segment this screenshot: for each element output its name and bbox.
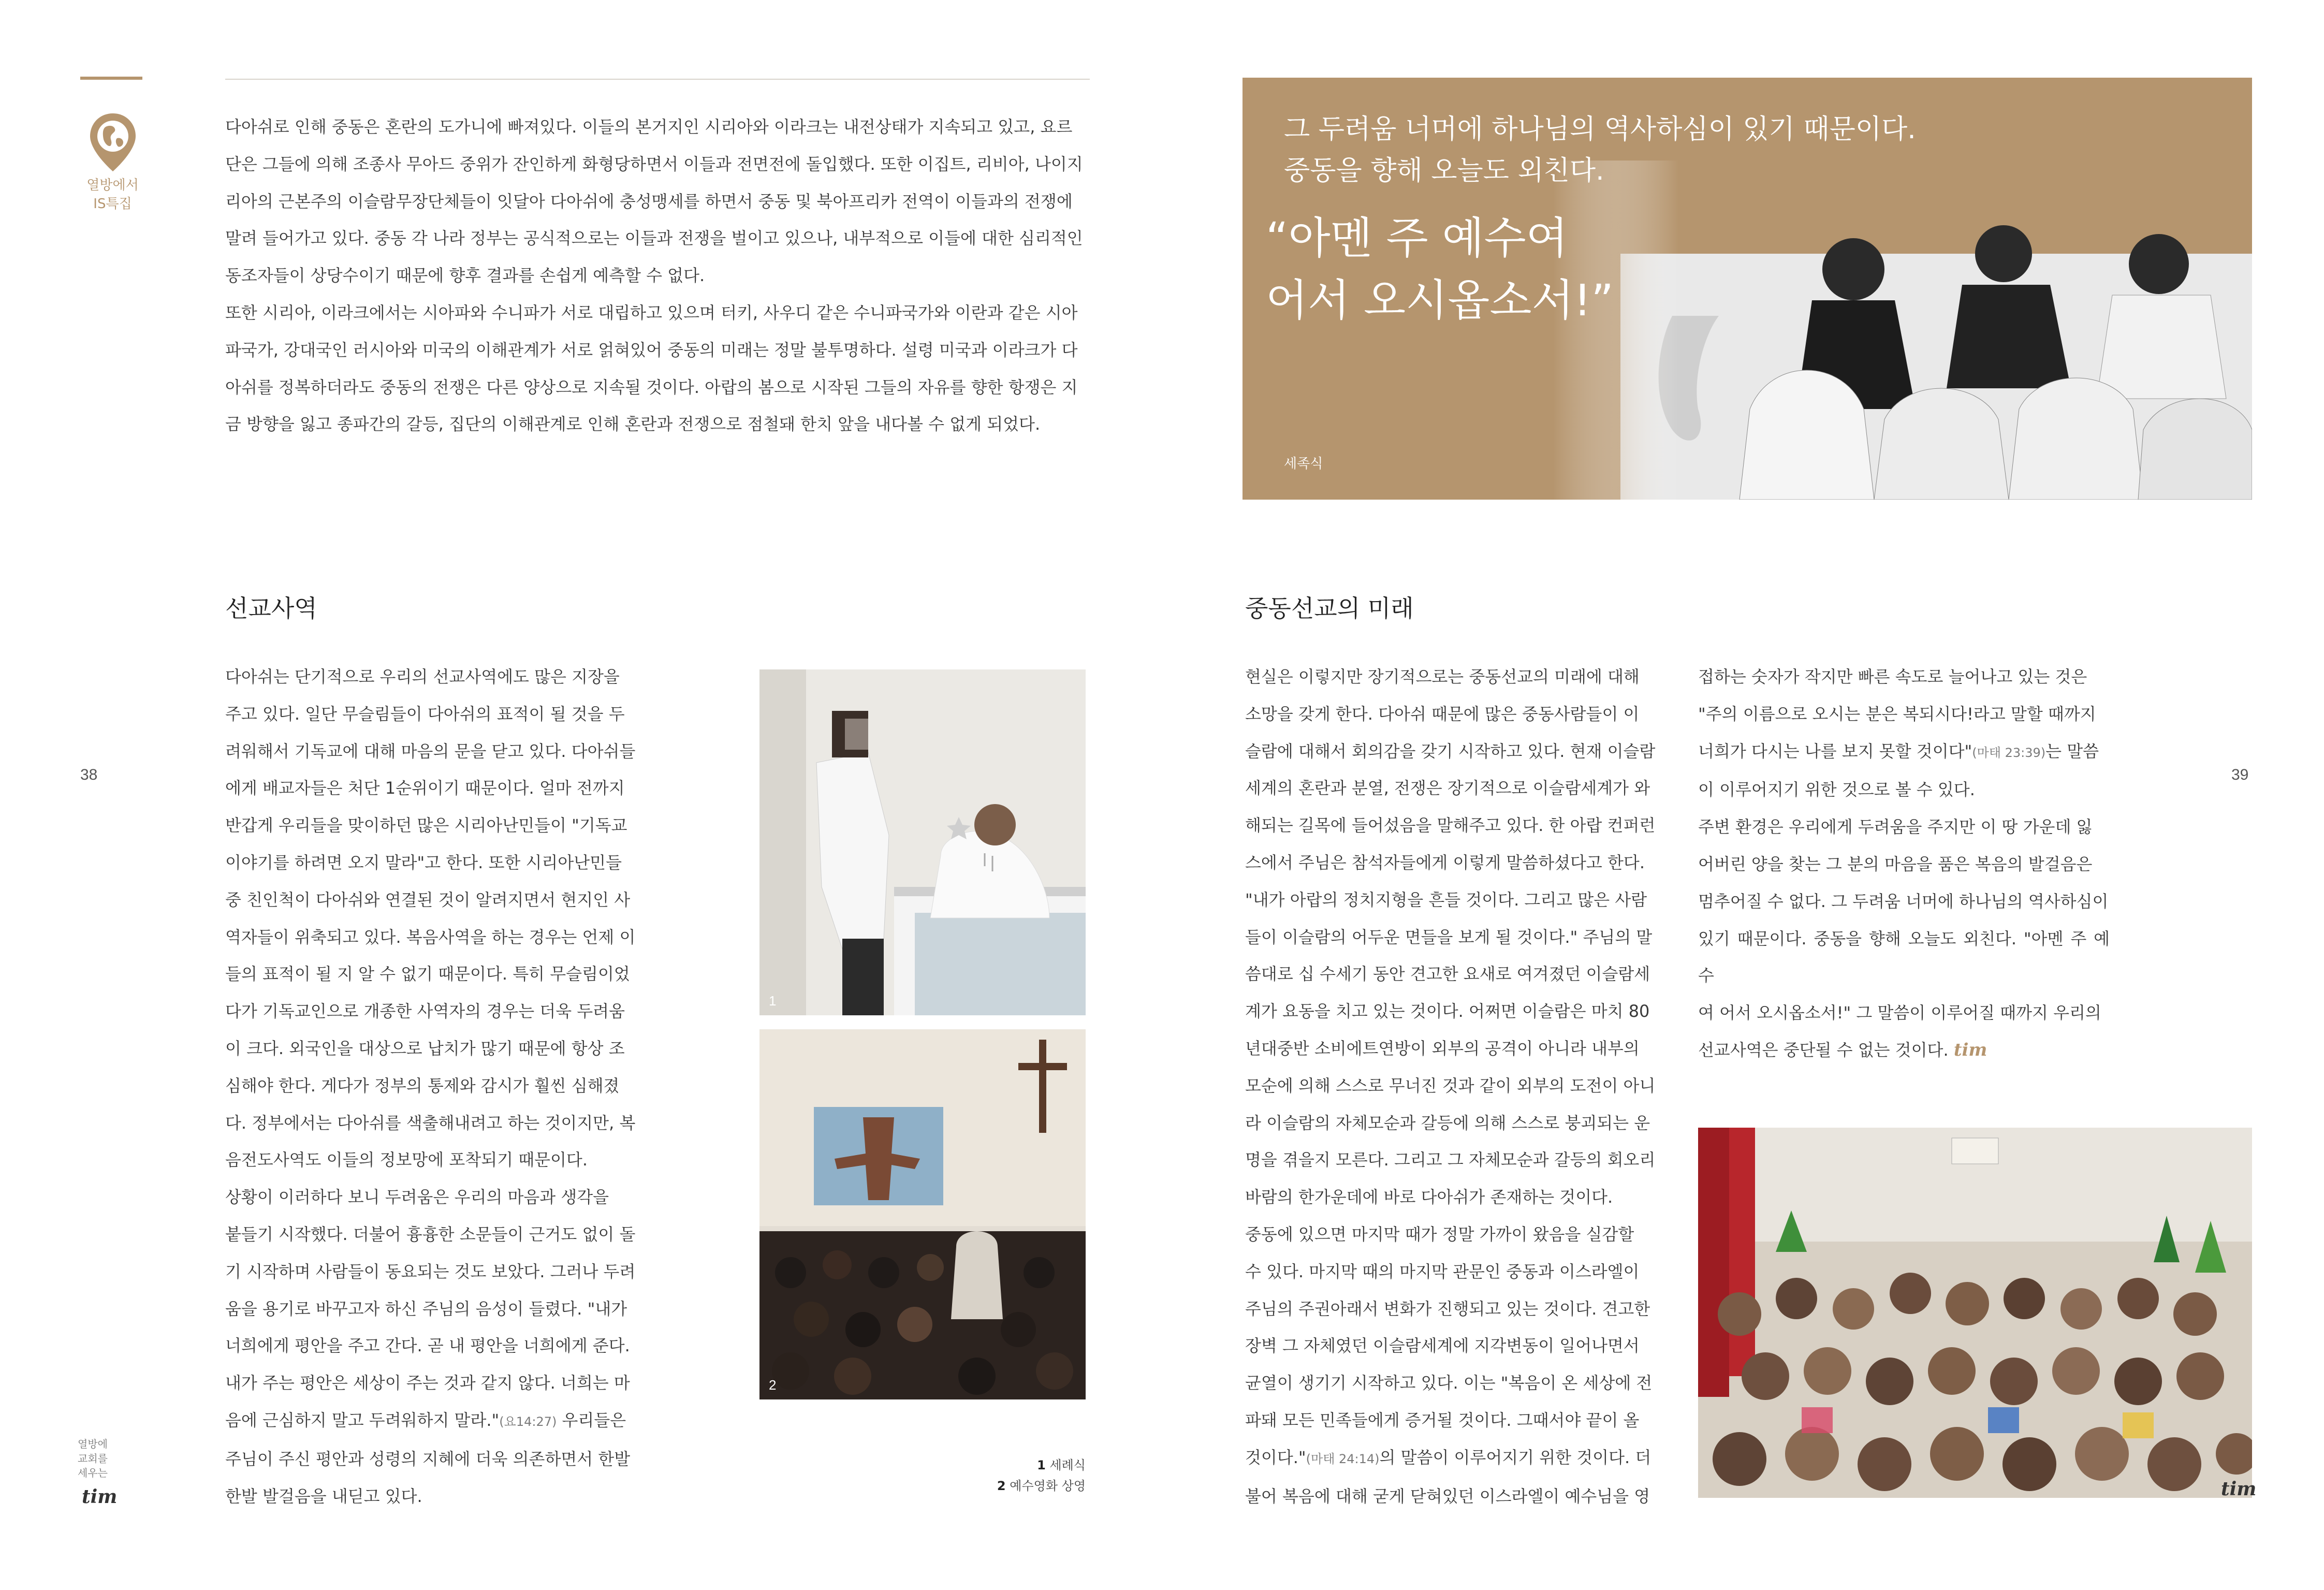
caption-2-number: 2 (997, 1479, 1006, 1493)
col4-text-b: 는 말씀 이 이루어지기 위한 것으로 볼 수 있다. 주변 환경은 우리에게 두려움을 주지만 이 땅 가운데 잃 어버린 양을 찾는 그 분의 마음을 품은 복음의 발걸음은 멈추어질 수 없다. 그 두려움 너머에 하나님의 역사하심이 있기 때문이다. 중동을 향해 오늘도 외친다. "아멘 주 예수 여 어서 오시옵소서!" 그 말씀이 이루어질 때까지 우리의 선교사역은 중단될 수 없는 것이다. (1698, 741, 2110, 1060)
top-divider (225, 79, 1090, 80)
banner-caption: 세족식 (1284, 456, 1323, 472)
col4-text-a: 접하는 숫자가 작지만 빠른 속도로 늘어나고 있는 것은 "주의 이름으로 오시는 분은 복되시다!라고 말할 때까지 너희가 다시는 나를 보지 못할 것이다" (1698, 667, 2096, 761)
intro-paragraph: 다아쉬로 인해 중동은 혼란의 도가니에 빠져있다. 이들의 본거지인 시리아와 이라크는 내전상태가 지속되고 있고, 요르 단은 그들에 의해 조종사 무아드 중위가 잔인하게 화형당하면서 이들과 전면전에 돌입했다. 또한 이집트, 리비아, 나이지 리아의 근본주의 이슬람무장단체들이 잇달아 다아쉬에 충성맹세를 하면서 중동 및 북아프리카 전역이 이들과의 전쟁에 말려 들어가고 있다. 중동 각 나라 정부는 공식적으로는 이들과 전쟁을 벌이고 있으나, 내부적으로 이들에 대한 심리적인 동조자들이 상당수이기 때문에 향후 결과를 손쉽게 예측할 수 없다. 또한 시리아, 이라크에서는 시아파와 수니파가 서로 대립하고 있으며 터키, 사우디 같은 수니파국가와 이란과 같은 시아 파국가, 강대국인 러시아와 미국의 이해관계가 서로 얽혀있어 중동의 미래는 정말 불투명하다. 설령 미국과 이라크가 다 아쉬를 정복하더라도 중동의 전쟁은 다른 양상으로 지속될 것이다. 아랍의 봄으로 시작된 그들의 자유를 향한 항쟁은 지 금 방향을 잃고 종파간의 갈등, 집단의 이해관계로 인해 혼란과 전쟁으로 점철돼 한치 앞을 내다볼 수 없게 되었다. (225, 117, 1083, 434)
caption-2 (932, 1476, 1086, 1496)
col1-text-a: 다아쉬는 단기적으로 우리의 선교사역에도 많은 지장을 주고 있다. 일단 무슬림들이 다아쉬의 표적이 될 것을 두 려워해서 기독교에 대해 마음의 문을 닫고 있다. 다아쉬들 에게 배교자들은 처단 1순위이기 때문이다. 얼마 전까지 반갑게 우리들을 맞이하던 많은 시리아난민들이 "기독교 이야기를 하려면 오지 말라"고 한다. 또한 시리아난민들 중 친인척이 다아쉬와 연결된 것이 알려지면서 현지인 사 역자들이 위축되고 있다. 복음사역을 하는 경우는 언제 이 들의 표적이 될 지 알 수 없기 때문이다. 특히 무슬림이었 다가 기독교인으로 개종한 사역자의 경우는 더욱 두려움 이 크다. 외국인을 대상으로 납치가 많기 때문에 항상 조 심해야 한다. 게다가 정부의 통제와 감시가 훨씬 심해졌 다. 정부에서는 다아쉬를 색출해내려고 하는 것이지만, 복 음전도사역도 이들의 정보망에 포착되기 때문이다. 상황이 이러하다 보니 두려움은 우리의 마음과 생각을 붙들기 시작했다. 더불어 흉흉한 소문들이 근거도 없이 돌 기 시작하며 사람들이 동요되는 것도 보았다. 그러나 두려 움을 용기로 바꾸고자 하신 주님의 음성이 들렸다. "내가 너희에게 평안을 주고 간다. 곧 내 평안을 너희에게 준다. 내가 주는 평안은 세상이 주는 것과 같지 않다. 너희는 마 음에 근심하지 말고 두려워하지 말라." (225, 667, 636, 1430)
screening-illustration (759, 1029, 1086, 1399)
photo-number-2: 2 (769, 1377, 777, 1393)
col4-citation: (마태 23:39) (1972, 745, 2046, 760)
heading-future-of-mission: 중동선교의 미래 (1245, 594, 1414, 622)
photo-number-1: 1 (769, 993, 777, 1009)
footer-tagline-line2: 교회를 (78, 1452, 108, 1465)
quote-banner (1243, 78, 2252, 500)
caption-2-text: 예수영화 상영 (1010, 1479, 1086, 1493)
tim-logo: tim (82, 1486, 118, 1508)
banner-quote: “아멘 주 예수여 어서 오시옵소서!” (1266, 213, 1614, 326)
col3-text-a: 현실은 이렇지만 장기적으로는 중동선교의 미래에 대해 소망을 갖게 한다. 다아쉬 때문에 많은 중동사람들이 이 슬람에 대해서 회의감을 갖기 시작하고 있다. 현재 이슬람 세계의 혼란과 분열, 전쟁은 장기적으로 이슬람세계가 와 해되는 길목에 들어섰음을 말해주고 있다. 한 아랍 컨퍼런 스에서 주님은 참석자들에게 이렇게 말씀하셨다고 한다. "내가 아랍의 정치지형을 흔들 것이다. 그리고 많은 사람 들이 이슬람의 어두운 면들을 보게 될 것이다." 주님의 말 씀대로 십 수세기 동안 견고한 요새로 여겨졌던 이슬람세 계가 요동을 치고 있는 것이다. 어쩌면 이슬람은 마치 80 년대중반 소비에트연방이 외부의 공격이 아니라 내부의 모순에 의해 스스로 무너진 것과 같이 외부의 도전이 아니 라 이슬람의 자체모순과 갈등에 의해 스스로 붕괴되는 운 명을 겪을지 모른다. 그리고 그 자체모순과 갈등의 회오리 바람의 한가운데에 바로 다아쉬가 존재하는 것이다. 중동에 있으면 마지막 때가 정말 가까이 왔음을 실감할 수 있다. 마지막 때의 마지막 관문인 중동과 이스라엘이 주님의 주권아래서 변화가 진행되고 있는 것이다. 견고한 장벽 그 자체였던 이슬람세계에 지각변동이 일어나면서 균열이 생기기 시작하고 있다. 이는 "복음이 온 세상에 전 파돼 모든 민족들에게 증거될 것이다. 그때서야 끝이 올 것이다." (1245, 667, 1656, 1467)
page-number-right: 39 (2231, 766, 2249, 783)
children-illustration (1698, 1128, 2252, 1498)
heading-mission-work: 선교사역 (225, 594, 317, 622)
jesus-film-screening-photo (759, 1029, 1086, 1399)
baptism-illustration (759, 669, 1086, 1015)
tim-logo-corner: tim (2221, 1478, 2257, 1500)
mission-work-column (225, 659, 639, 1515)
section-label-line1: 열방에서 (86, 178, 139, 193)
photo-captions (932, 1455, 1086, 1496)
footer-tagline (78, 1437, 140, 1480)
col3-citation: (마태 24:14) (1306, 1451, 1380, 1466)
caption-1-text: 세례식 (1049, 1458, 1086, 1472)
globe-pin-icon (87, 111, 139, 173)
end-mark-tim-logo: tim (1953, 1039, 1987, 1060)
caption-1 (932, 1455, 1086, 1476)
foot-washing-photo (1553, 161, 2252, 500)
section-label (67, 176, 158, 213)
col1-text-b: 우리들은 주님이 주신 평안과 성령의 지혜에 더욱 의존하면서 한발 한발 발걸음을 내딛고 있다. (225, 1410, 631, 1506)
page-number-left: 38 (80, 766, 98, 783)
caption-1-number: 1 (1037, 1458, 1046, 1472)
col3-text-b: 의 말씀이 이루어지기 위한 것이다. 더 불어 복음에 대해 굳게 닫혀있던 이스라엘이 예수님을 영 (1245, 1447, 1651, 1506)
section-accent-bar (80, 77, 142, 80)
future-mission-column-1 (1245, 659, 1659, 1515)
future-mission-column-2 (1698, 659, 2110, 1069)
banner-line-2: 중동을 향해 오늘도 외친다. (1284, 155, 1604, 186)
footer-tagline-line1: 열방에 (78, 1438, 108, 1450)
col1-citation: (요14:27) (499, 1414, 557, 1429)
section-label-line2: IS특집 (93, 196, 132, 212)
baptism-photo (759, 669, 1086, 1015)
children-group-photo (1698, 1128, 2252, 1498)
footer-tagline-line3: 세우는 (78, 1467, 108, 1479)
banner-line-1: 그 두려움 너머에 하나님의 역사하심이 있기 때문이다. (1284, 114, 1916, 145)
